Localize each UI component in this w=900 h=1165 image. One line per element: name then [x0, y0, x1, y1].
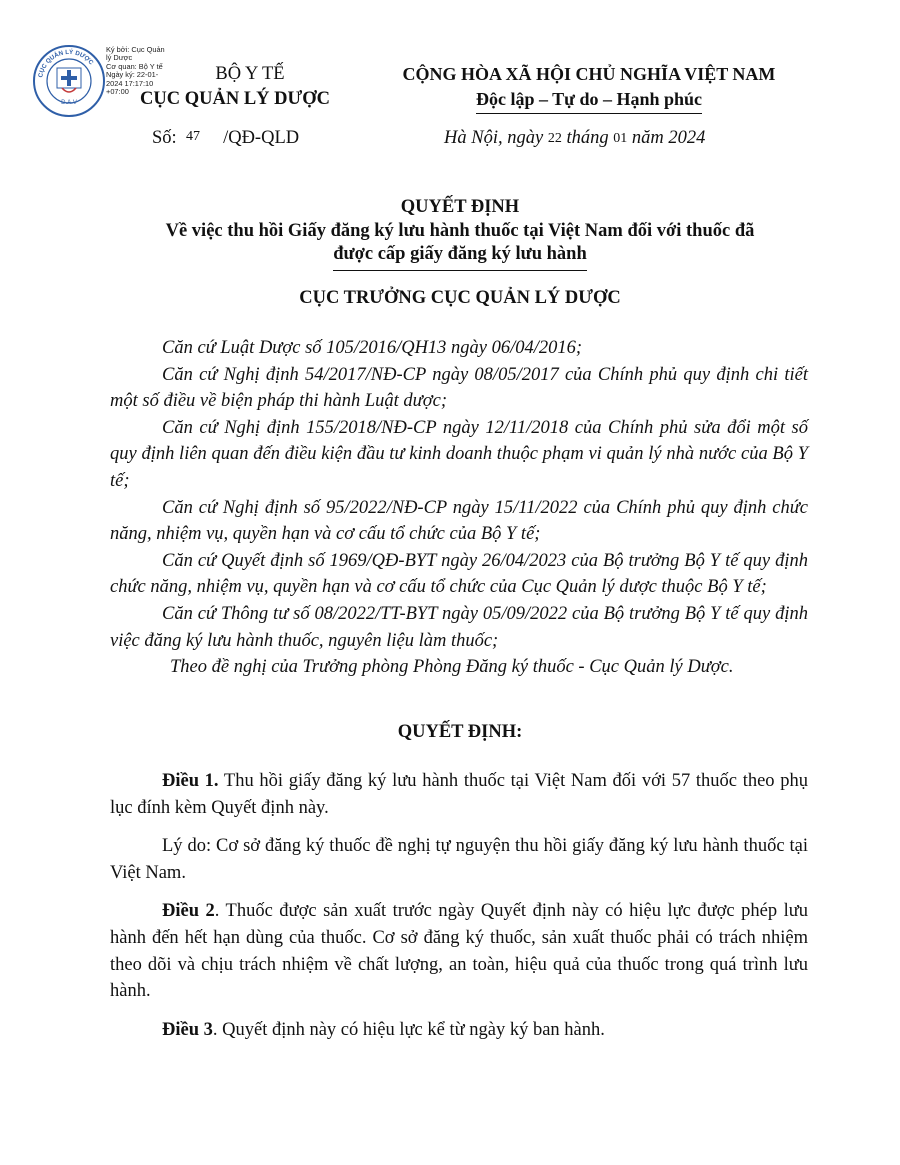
signature-line: Cơ quan: Bộ Y tế	[106, 61, 163, 71]
doc-number-suffix: /QĐ-QLD	[223, 128, 300, 148]
doc-number-value: 47	[185, 129, 200, 144]
document-number	[152, 128, 299, 149]
date-month: 01	[613, 131, 628, 146]
title-heading: QUYẾT ĐỊNH	[400, 197, 520, 217]
issuing-body	[120, 62, 350, 112]
agency-name: CỤC QUẢN LÝ DƯỢC	[140, 89, 330, 109]
seal-bottom-text: D.A.V	[61, 100, 77, 106]
date-place: Hà Nội, ngày	[444, 128, 544, 148]
legal-basis: Căn cứ Nghị định 54/2017/NĐ-CP ngày 08/05/2017 của Chính phủ quy định chi tiết một số điều về biện pháp thi hành Luật dược;	[110, 364, 808, 412]
article-1-label: Điều 1.	[162, 771, 219, 791]
article-2	[110, 898, 808, 1004]
article-3	[110, 1017, 808, 1044]
seal-ring-text: CỤC QUẢN LÝ DƯỢC	[37, 48, 95, 79]
title-subtitle-line1: Về việc thu hồi Giấy đăng ký lưu hành thuốc tại Việt Nam đối với thuốc đã	[165, 220, 755, 241]
legal-basis: Căn cứ Nghị định 155/2018/NĐ-CP ngày 12/11/2018 của Chính phủ sửa đổi một số quy định liên quan đến điều kiện đầu tư kinh doanh thuộc phạm vi quản lý nhà nước của Bộ Y tế;	[110, 417, 808, 491]
legal-bases	[110, 335, 808, 681]
doc-number-prefix: Số:	[152, 128, 177, 148]
article-2-label: Điều 2	[162, 901, 215, 922]
article-1-text: Thu hồi giấy đăng ký lưu hành thuốc tại Việt Nam đối với 57 thuốc theo phụ lục đính kèm Quyết định này.	[110, 771, 808, 818]
article-3-text: . Quyết định này có hiệu lực kể từ ngày ký ban hành.	[212, 1019, 605, 1040]
signature-line: lý Dược	[106, 53, 133, 63]
decision-heading: QUYẾT ĐỊNH:	[397, 722, 523, 742]
article-2-text: . Thuốc được sản xuất trước ngày Quyết định này có hiệu lực được phép lưu hành đến hết hạn dùng của thuốc. Cơ sở đăng ký thuốc, sản xuất thuốc phải có trách nhiệm theo dõi và chịu trách nhiệm về chất lượng, an toàn, hiệu quả của thuốc trong quá trình lưu hành.	[110, 901, 808, 1002]
signature-line: 2024 17:17:10	[106, 78, 154, 88]
ministry-name: BỘ Y TẾ	[215, 64, 285, 84]
national-motto: Độc lập – Tự do – Hạnh phúc	[476, 87, 702, 114]
nation-name: CỘNG HÒA XÃ HỘI CHỦ NGHĨA VIỆT NAM	[402, 64, 776, 84]
date-day: 22	[547, 131, 562, 146]
agency-seal	[32, 44, 106, 118]
signature-line: Ngày ký: 22-01-	[106, 70, 159, 80]
agency-seal-icon	[32, 44, 106, 118]
issue-date	[444, 128, 705, 149]
article-3-label: Điều 3	[162, 1019, 213, 1040]
date-month-label: tháng	[566, 128, 609, 148]
article-1	[110, 768, 808, 821]
signature-line: +07:00	[106, 87, 129, 97]
signature-line: Ký bởi: Cục Quản	[106, 45, 165, 54]
legal-basis: Căn cứ Quyết định số 1969/QĐ-BYT ngày 26/04/2023 của Bộ trưởng Bộ Y tế quy định chức năng, nhiệm vụ, quyền hạn và cơ cấu tổ chức của Cục Quản lý dược thuộc Bộ Y tế;	[110, 550, 808, 598]
issuing-authority: CỤC TRƯỞNG CỤC QUẢN LÝ DƯỢC	[299, 288, 621, 308]
proposal-line: Theo đề nghị của Trưởng phòng Phòng Đăng ký thuốc - Cục Quản lý Dược.	[170, 657, 734, 678]
date-year: năm 2024	[631, 128, 706, 148]
legal-basis: Căn cứ Luật Dược số 105/2016/QH13 ngày 06/04/2016;	[162, 338, 583, 358]
article-1-reason: Lý do: Cơ sở đăng ký thuốc đề nghị tự nguyện thu hồi giấy đăng ký lưu hành thuốc tại Việt Nam.	[110, 836, 808, 883]
title-subtitle-line2: được cấp giấy đăng ký lưu hành	[333, 243, 587, 271]
legal-basis: Căn cứ Thông tư số 08/2022/TT-BYT ngày 05/09/2022 của Bộ trưởng Bộ Y tế quy định việc đăng ký lưu hành thuốc, nguyên liệu làm thuốc;	[110, 603, 808, 651]
decision-articles	[110, 768, 808, 1055]
legal-basis: Căn cứ Nghị định số 95/2022/NĐ-CP ngày 15/11/2022 của Chính phủ quy định chức năng, nhiệm vụ, quyền hạn và cơ cấu tổ chức của Bộ Y tế;	[110, 497, 808, 545]
national-header	[350, 62, 828, 114]
document-title	[110, 196, 810, 271]
